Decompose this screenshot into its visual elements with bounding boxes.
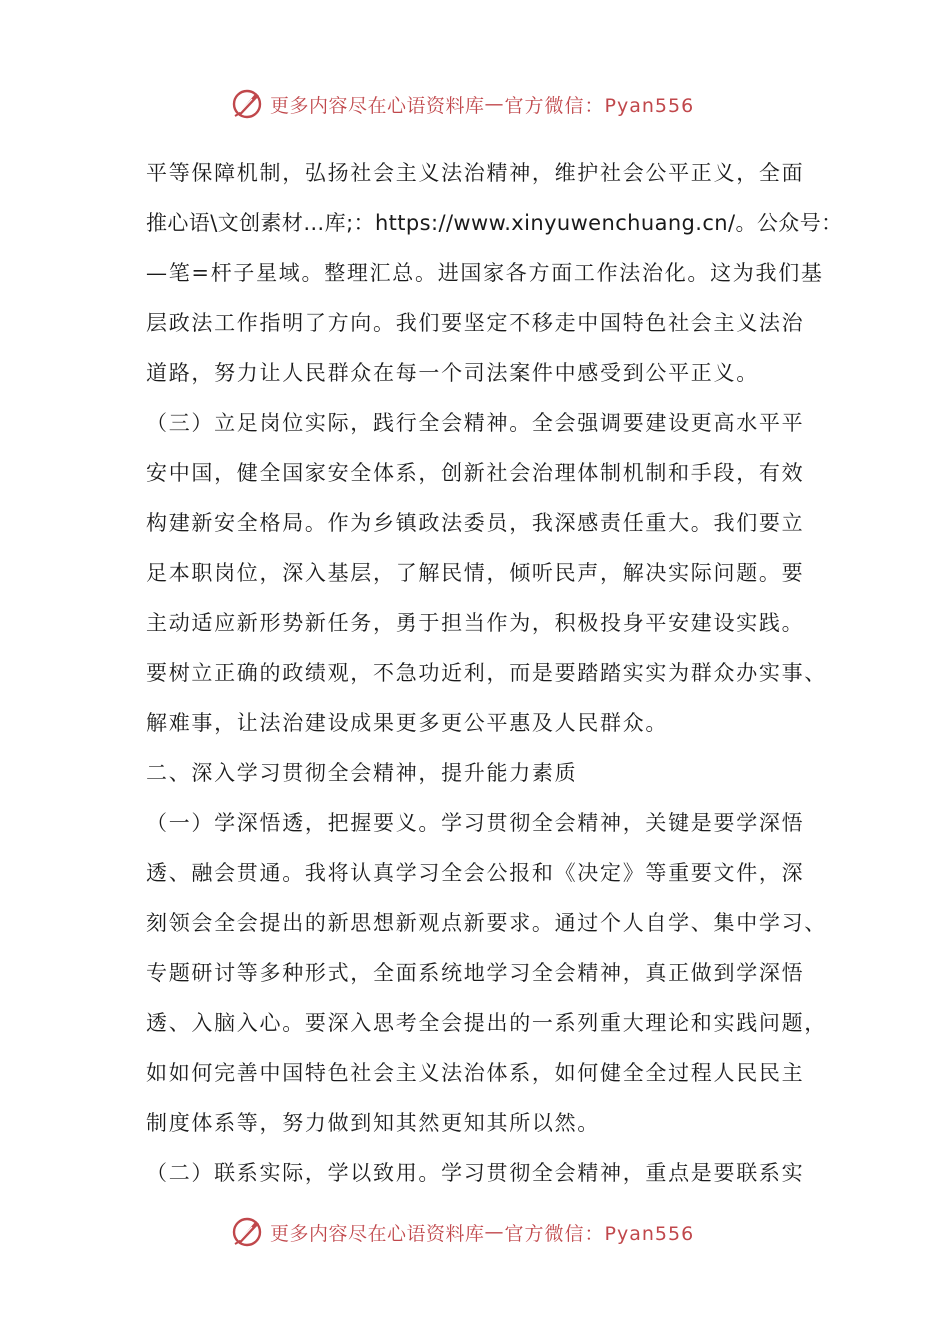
text-line: 层政法工作指明了方向。我们要坚定不移走中国特色社会主义法治 [146, 311, 805, 335]
text-line: 专题研讨等多种形式，全面系统地学习全会精神，真正做到学深悟 [146, 961, 805, 985]
text-line: 透、融会贯通。我将认真学习全会公报和《决定》等重要文件，深 [146, 861, 805, 885]
text-line-url: 推心语\文创素材…库;：https://www.xinyuwenchuang.cn/。公众号： [146, 211, 843, 235]
quill-logo-icon [230, 87, 264, 121]
text-line: 解难事，让法治建设成果更多更公平惠及人民群众。 [146, 711, 669, 735]
text-line: 主动适应新形势新任务，勇于担当作为，积极投身平安建设实践。 [146, 611, 805, 635]
site-name: 更多内容尽在心语资料库 [270, 94, 485, 117]
quill-logo-icon [230, 1215, 264, 1249]
chapter-heading-2: 二、深入学习贯彻全会精神，提升能力素质 [146, 761, 578, 785]
text-line: 透、入脑入心。要深入思考全会提出的一系列重大理论和实践问题， [146, 1011, 827, 1035]
text-line: 构建新安全格局。作为乡镇政法委员，我深感责任重大。我们要立 [146, 511, 805, 535]
site-name: 更多内容尽在心语资料库 [270, 1222, 485, 1245]
text-line: 要树立正确的政绩观，不急功近利，而是要踏踏实实为群众办实事、 [146, 661, 827, 685]
text-line: 道路，努力让人民群众在每一个司法案件中感受到公平正义。 [146, 361, 759, 385]
text-line: 足本职岗位，深入基层，了解民情，倾听民声，解决实际问题。要 [146, 561, 805, 585]
section-heading-1: （一）学深悟透，把握要义。学习贯彻全会精神，关键是要学深悟 [146, 811, 805, 835]
text-line: 安中国，健全国家安全体系，创新社会治理体制机制和手段，有效 [146, 461, 805, 485]
text-line: 制度体系等，努力做到知其然更知其所以然。 [146, 1111, 600, 1135]
section-heading-3: （三）立足岗位实际，践行全会精神。全会强调要建设更高水平平 [146, 411, 805, 435]
text-line: 如如何完善中国特色社会主义法治体系，如何健全全过程人民民主 [146, 1061, 805, 1085]
header-banner [230, 84, 694, 124]
document-body [146, 148, 843, 1198]
footer-banner [230, 1212, 694, 1252]
text-line: —笔=杆子星域。整理汇总。进国家各方面工作法治化。这为我们基 [146, 261, 824, 285]
text-line: 平等保障机制，弘扬社会主义法治精神，维护社会公平正义，全面 [146, 161, 805, 185]
wechat-contact: 官方微信：Pyan556 [504, 1222, 695, 1245]
banner-separator: — [484, 1221, 505, 1243]
section-heading-2: （二）联系实际，学以致用。学习贯彻全会精神，重点是要联系实 [146, 1161, 805, 1185]
banner-separator: — [484, 93, 505, 115]
text-line: 刻领会全会提出的新思想新观点新要求。通过个人自学、集中学习、 [146, 911, 827, 935]
wechat-contact: 官方微信：Pyan556 [504, 94, 695, 117]
